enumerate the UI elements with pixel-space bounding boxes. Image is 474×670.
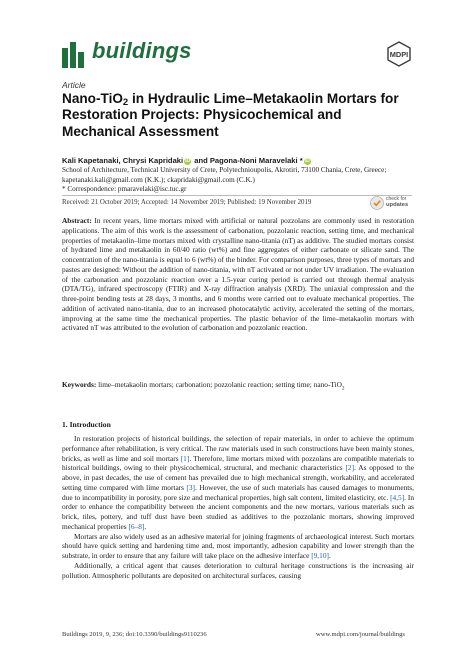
title-subscript: 2 bbox=[122, 97, 129, 108]
article-type: Article bbox=[62, 80, 86, 90]
mdpi-logo-icon[interactable] bbox=[386, 41, 412, 67]
affiliation: School of Architecture, Technical University of Crete, Polytechnioupolis, Akrotiri, 73100 Chania, Crete, Greece; kapetanaki.kali@gmail.com (K.K.); ckapridaki@gmail.com (C.K.) bbox=[62, 166, 387, 184]
authors-last: and Pagona-Noni Maravelaki * bbox=[192, 156, 303, 165]
orcid-icon[interactable]: iD bbox=[304, 158, 310, 164]
citation-link[interactable]: [1] bbox=[180, 453, 190, 463]
divider bbox=[62, 195, 412, 196]
text-span: . Therefore, lime mortars mixed with pozzolans are compatible materials to historical buildings, owing to their physicochemical, structural, and mechanic characteristics bbox=[62, 453, 414, 473]
orcid-icon[interactable]: iD bbox=[185, 158, 191, 164]
keywords-subscript: 2 bbox=[341, 386, 345, 392]
publication-dates: Received: 21 October 2019; Accepted: 14 November 2019; Published: 19 November 2019 bbox=[62, 199, 312, 206]
citation-link[interactable]: [6–8] bbox=[128, 521, 145, 531]
paper-title bbox=[62, 91, 407, 140]
paragraph bbox=[62, 561, 414, 581]
authors-first: Kali Kapetanaki, Chrysi Kapridaki bbox=[62, 156, 184, 165]
author-list bbox=[62, 156, 422, 165]
keywords-label: Keywords: bbox=[62, 380, 97, 389]
citation-link[interactable]: [9,10] bbox=[311, 551, 329, 560]
paragraph bbox=[62, 532, 414, 561]
check-updates-line2: updates bbox=[386, 202, 409, 208]
abstract bbox=[62, 216, 414, 333]
check-for-updates-badge[interactable] bbox=[370, 194, 414, 212]
journal-name: buildings bbox=[92, 38, 192, 63]
text-span: . bbox=[328, 551, 331, 560]
text-span: In restoration projects of historical buildings, the selection of repair materials, in order to achieve the optimum performance after rehabilitation, is very critical. The raw materials used in such constructions have been mainly stones, bricks, as well as lime and soil mortars bbox=[62, 434, 414, 463]
citation-link[interactable]: [3] bbox=[186, 482, 195, 492]
text-span: . In order to enhance the compatibility between the ancient components and the new mortars, various materials such as brick, tiles, pottery, and tuff dust have been studied as additives to the pozzolanic mortars, showing improved mechanical properties bbox=[62, 492, 415, 531]
keywords bbox=[62, 380, 414, 394]
title-part2: in Hydraulic Lime–Metakaolin Mortars for Restoration Projects: Physicochemical and Mechanical Assessment bbox=[62, 91, 399, 139]
correspondence: * Correspondence: pmaravelaki@isc.tuc.gr bbox=[62, 185, 187, 193]
abstract-label: Abstract: bbox=[62, 216, 92, 225]
abstract-text: In recent years, lime mortars mixed with artificial or natural pozzolans are commonly used in restoration applications. The aim of this work is the assessment of carbonation, pozzolanic reaction, setting time, and mechanical properties of metakaolin–lime mortars mixed with crystalline nano-titania (nT) as additive. The studied mortars consist of hydrated lime and metakaolin in 60/40 ratio (wt%) and fine aggregates of either carbonate or silicate sand. The concentration of the nano-titania is equal to 6 (wt%) of the binder. For comparison purposes, three types of mortars and pastes are designed: Without the addition of nano-titania, with nT activated or not under UV irradiation. The evaluation of the carbonation and pozzolanic reaction over a 1.5-year curing period is carried out through thermal analysis (DTA/TG), infrared spectroscopy (FTIR) and X-ray diffraction analysis (XRD). The uniaxial compression and the three-point bending tests at 28 days, 3 months, and 6 months were carried out to evaluate mechanical properties. The addition of activated nano-titania, due to an increased photocatalytic activity, accelerated the setting of the mortars, improving at the same time the mechanical properties. The plastic behavior of the lime–metakaolin mortars with activated nT was attributed to the evolution of carbonation and pozzolanic reaction. bbox=[62, 216, 414, 333]
mdpi-logo-text: MDPI bbox=[389, 50, 409, 59]
body-text bbox=[62, 434, 414, 580]
text-span: Mortars are also widely used as an adhesive material for joining fragments of archaeological interest. Such mortars should have quick setting and hardening time and, most importantly, adhesion capability and lower strength than the substrate, in order to ensure that any failure will take place on the adhesive interface bbox=[62, 531, 414, 560]
text-span: . As opposed to the above, in past decades, the use of cement has prevailed due to high mechanical strength, workability, and accelerated setting time compared with lime mortars bbox=[62, 463, 414, 492]
paragraph bbox=[62, 434, 414, 532]
check-updates-icon bbox=[370, 196, 384, 210]
title-part1: Nano-TiO bbox=[62, 91, 123, 106]
section-heading: 1. Introduction bbox=[62, 420, 111, 429]
footer-citation: Buildings 2019, 9, 236; doi:10.3390/buildings9110236 bbox=[62, 631, 207, 638]
citation-link[interactable]: [4,5] bbox=[390, 492, 405, 502]
text-span: . bbox=[144, 521, 147, 531]
footer-url[interactable]: www.mdpi.com/journal/buildings bbox=[316, 631, 405, 638]
text-span: . However, the use of such materials has caused damages to monuments, due to incompatibility in porosity, pore size and mechanical properties, high salt content, limited elasticity, etc. bbox=[62, 482, 414, 502]
check-updates-line1: check for bbox=[386, 196, 407, 202]
buildings-logo-icon bbox=[62, 40, 86, 68]
citation-link[interactable]: [2] bbox=[345, 463, 355, 473]
keywords-text: lime–metakaolin mortars; carbonation; pozzolanic reaction; setting time; nano-TiO bbox=[96, 380, 342, 389]
text-span: Additionally, a critical agent that causes deterioration to cultural heritage constructions is the increasing air pollution. Atmospheric pollutants are deposited on architectural surfaces, causing bbox=[62, 560, 414, 580]
